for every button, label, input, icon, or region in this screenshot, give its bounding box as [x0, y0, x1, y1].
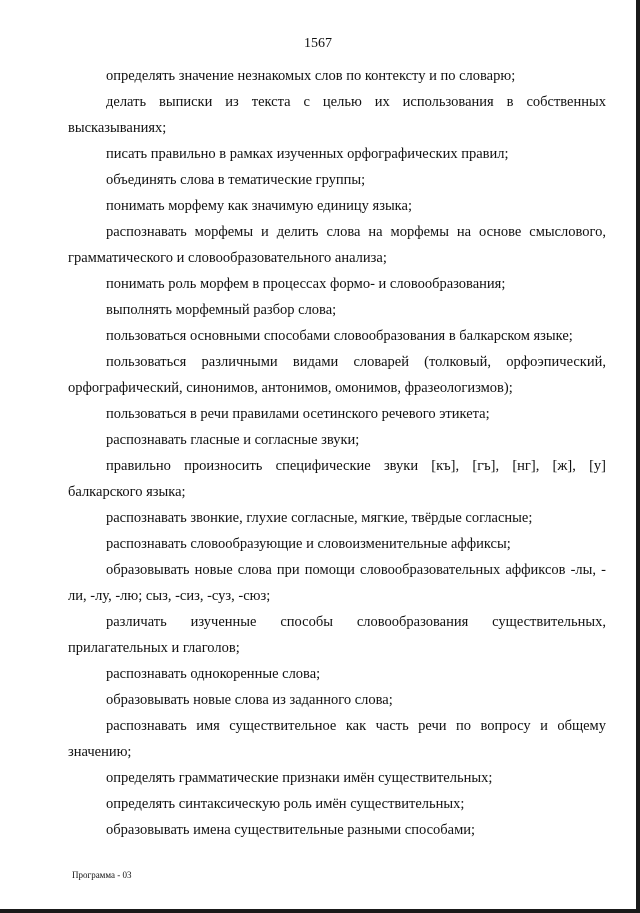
text-line: понимать морфему как значимую единицу языка;: [106, 198, 412, 214]
text-line: распознавать имя существительное как часть речи по вопросу и общему: [106, 718, 606, 734]
text-line: определять значение незнакомых слов по контексту и по словарю;: [106, 68, 516, 84]
text-line: пользоваться различными видами словарей (толковый, орфоэпический,: [106, 354, 606, 370]
text-line: образовывать новые слова из заданного слова;: [106, 692, 393, 708]
text-line: распознавать словообразующие и словоизменительные аффиксы;: [106, 536, 511, 552]
text-line: значению;: [68, 744, 132, 760]
text-line: распознавать морфемы и делить слова на морфемы на основе смыслового,: [106, 224, 606, 240]
text-line: пользоваться в речи правилами осетинского речевого этикета;: [106, 406, 490, 422]
text-line: пользоваться основными способами словообразования в балкарском языке;: [106, 328, 573, 344]
page-number: 1567: [304, 36, 332, 51]
text-line: ли, -лу, -лю; сыз, -сиз, -суз, -сюз;: [68, 588, 271, 604]
text-line: образовывать имена существительные разными способами;: [106, 822, 476, 838]
text-line: объединять слова в тематические группы;: [106, 172, 366, 188]
text-line: орфографический, синонимов, антонимов, омонимов, фразеологизмов);: [68, 380, 513, 396]
text-line: распознавать однокоренные слова;: [106, 666, 321, 682]
text-line: грамматического и словообразовательного анализа;: [68, 250, 387, 266]
text-line: образовывать новые слова при помощи словообразовательных аффиксов -лы, -: [106, 562, 606, 578]
footer-label: Программа - 03: [72, 870, 132, 880]
text-line: понимать роль морфем в процессах формо- и словообразования;: [106, 276, 506, 292]
text-line: распознавать гласные и согласные звуки;: [106, 432, 360, 448]
text-line: прилагательных и глаголов;: [68, 640, 240, 656]
text-line: правильно произносить специфические звуки [къ], [гъ], [нг], [ж], [у]: [106, 458, 606, 474]
text-line: делать выписки из текста с целью их использования в собственных: [106, 94, 606, 110]
text-line: высказываниях;: [68, 120, 167, 136]
text-line: писать правильно в рамках изученных орфографических правил;: [106, 146, 509, 162]
text-line: различать изученные способы словообразования существительных,: [106, 614, 606, 630]
text-line: определять грамматические признаки имён существительных;: [106, 770, 493, 786]
text-line: распознавать звонкие, глухие согласные, мягкие, твёрдые согласные;: [106, 510, 533, 526]
text-line: определять синтаксическую роль имён существительных;: [106, 796, 465, 812]
text-line: выполнять морфемный разбор слова;: [106, 302, 337, 318]
text-line: балкарского языка;: [68, 484, 186, 500]
